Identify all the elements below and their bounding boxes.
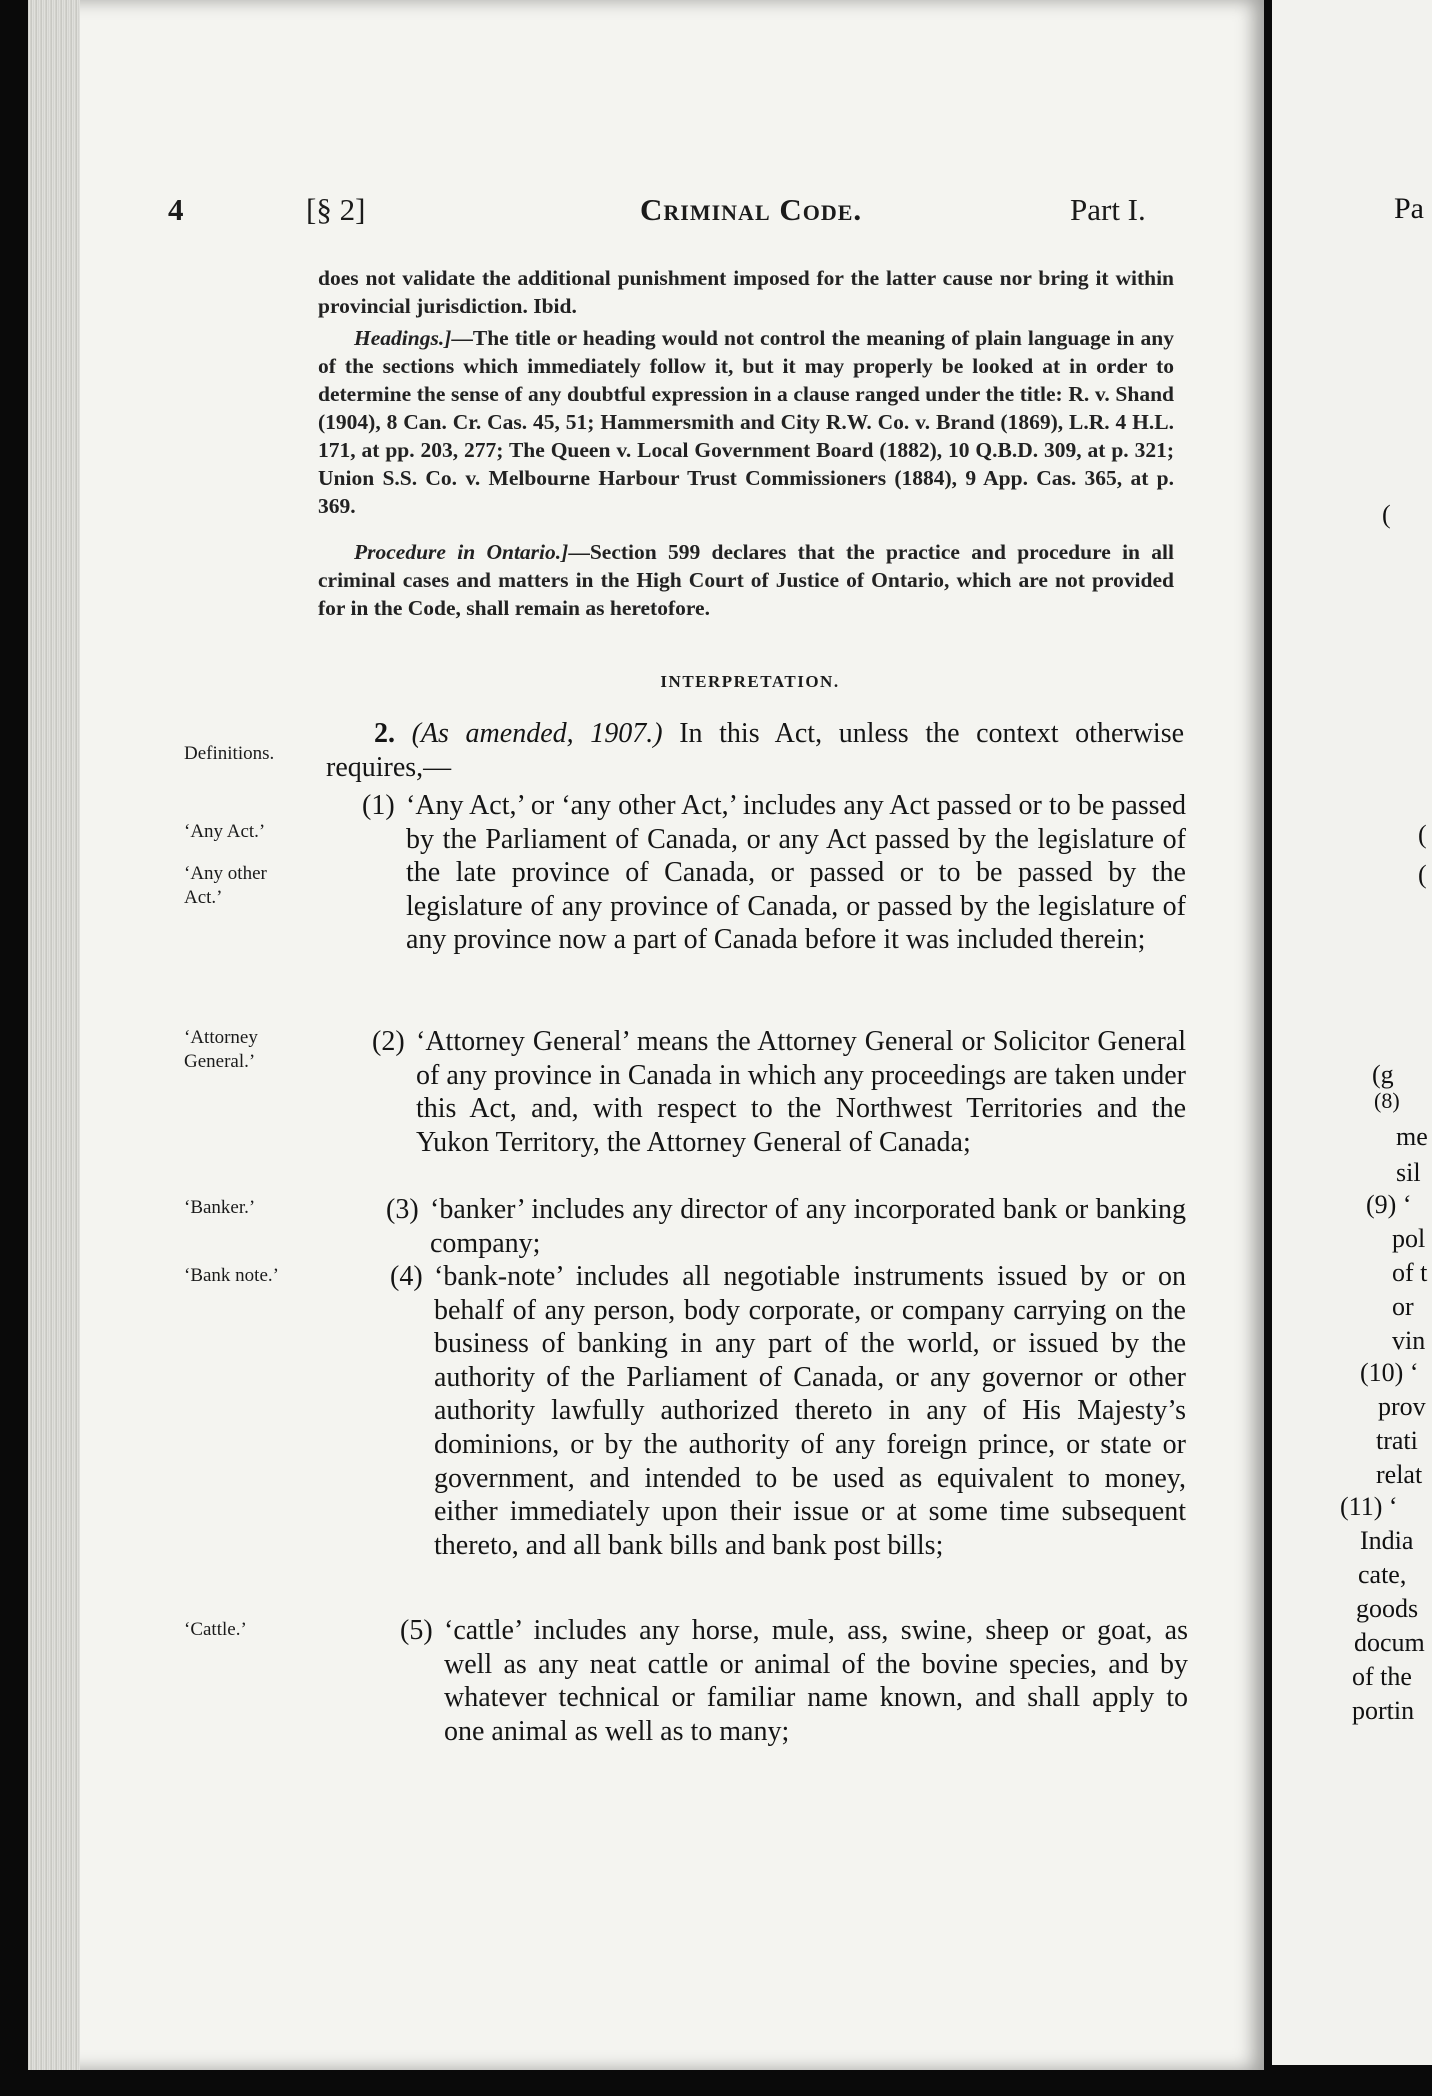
right-fragment: relat — [1376, 1460, 1423, 1489]
margin-note-attorney-1: ‘Attorney — [184, 1027, 258, 1048]
margin-note-any-act: ‘Any Act.’ — [184, 821, 266, 842]
right-page — [1272, 0, 1432, 2065]
right-fragment: (g — [1372, 1060, 1394, 1089]
right-fragment: portin — [1352, 1696, 1415, 1725]
margin-note-attorney-2: General.’ — [184, 1051, 256, 1072]
definition-item-5 — [400, 1614, 1188, 1748]
definition-item-3 — [386, 1193, 1186, 1260]
procedure-note — [318, 538, 1174, 622]
section-lead-text: In this Act, unless the context otherwise requires,— — [326, 718, 1185, 783]
right-fragment: (8) — [1374, 1088, 1400, 1113]
item-text: ‘banker’ includes any director of any incorporated bank or banking company; — [430, 1194, 1186, 1259]
right-fragment: prov — [1378, 1392, 1426, 1421]
interpretation-heading: INTERPRETATION. — [660, 672, 840, 691]
continuation-text: does not validate the additional punishment imposed for the latter cause nor bring it within provincial jurisdiction. Ibid. — [318, 266, 1174, 318]
right-fragment: docum — [1354, 1628, 1425, 1657]
margin-note-any-other-act-2: Act.’ — [184, 887, 223, 908]
right-fragment: of the — [1352, 1662, 1412, 1691]
right-fragment: goods — [1356, 1594, 1419, 1623]
right-fragment: ( — [1418, 860, 1427, 889]
definition-item-4 — [390, 1260, 1186, 1562]
headings-title: Headings.] — [354, 326, 452, 350]
right-fragment: India — [1360, 1526, 1414, 1555]
item-text: ‘Attorney General’ means the Attorney General or Solicitor General of any province in Canada in which any proceedings are taken under this Act, and, with respect to the Northwest Territories and the Yukon Territory, the Attorney General of Canada; — [416, 1026, 1186, 1158]
running-title: Criminal Code. — [640, 192, 863, 227]
item-text: ‘cattle’ includes any horse, mule, ass, swine, sheep or goat, as well as any neat cattle or animal of the bovine species, and by whatever technical or familiar name known, and shall apply to one animal as well as to many; — [444, 1615, 1188, 1747]
page-edges — [28, 0, 80, 2070]
margin-note-any-other-act-1: ‘Any other — [184, 863, 267, 884]
continuation-note — [318, 264, 1174, 320]
margin-note-banker: ‘Banker.’ — [184, 1197, 256, 1218]
margin-note-definitions: Definitions. — [184, 743, 275, 764]
right-fragment: trati — [1376, 1426, 1418, 1455]
definition-item-2 — [372, 1025, 1186, 1159]
item-number: (4) — [390, 1261, 423, 1292]
headings-text: —The title or heading would not control the meaning of plain language in any of the sections which immediately follow it, but it may properly be looked at in order to determine the sense of any doubtful expression in a clause ranged under the title: R. v. Shand (1904), 8 Can. Cr. Cas. 45, 51; Hammersmith and City R.W. Co. v. Brand (1869), L.R. 4 H.L. 171, at pp. 203, 277; The Queen v. Local Government Board (1882), 10 Q.B.D. 309, at p. 321; Union S.S. Co. v. Melbourne Harbour Trust Commissioners (1884), 9 App. Cas. 365, at p. 369. — [318, 326, 1174, 518]
item-number: (1) — [362, 790, 395, 821]
headings-note — [318, 324, 1174, 520]
item-number: (2) — [372, 1026, 405, 1057]
right-fragment: (9) ‘ — [1366, 1190, 1412, 1219]
definition-item-1 — [362, 789, 1186, 957]
item-text: ‘Any Act,’ or ‘any other Act,’ includes any Act passed or to be passed by the Parliament of Canada, or any Act passed by the legislature of the late province of Canada, or passed or to be passed by the legislature of any province of Canada, or passed by the legislature of any province now a part of Canada before it was included therein; — [406, 790, 1186, 956]
right-fragment: (11) ‘ — [1340, 1492, 1398, 1521]
section-2-lead — [326, 717, 1184, 784]
right-fragment: pol — [1392, 1224, 1426, 1253]
part-label: Part I. — [1070, 192, 1146, 227]
right-header-fragment: Pa — [1394, 192, 1424, 225]
right-fragment: ( — [1382, 500, 1391, 529]
section-amended: (As amended, 1907.) — [411, 718, 663, 749]
section-number: 2. — [374, 718, 395, 749]
right-fragment: vin — [1392, 1326, 1426, 1355]
right-fragment: ( — [1418, 820, 1427, 849]
right-fragment: sil — [1396, 1158, 1421, 1187]
margin-note-cattle: ‘Cattle.’ — [184, 1619, 247, 1640]
right-fragment: or — [1392, 1292, 1414, 1321]
procedure-text: —Section 599 declares that the practice and procedure in all criminal cases and matters in the High Court of Justice of Ontario, which are not provided for in the Code, shall remain as heretofore. — [318, 540, 1174, 620]
margin-note-bank-note: ‘Bank note.’ — [184, 1265, 279, 1286]
right-fragment: of t — [1392, 1258, 1428, 1287]
item-number: (5) — [400, 1615, 433, 1646]
right-fragment: me — [1396, 1122, 1428, 1151]
procedure-title: Procedure in Ontario.] — [354, 540, 569, 564]
item-number: (3) — [386, 1194, 419, 1225]
right-fragment: cate, — [1358, 1560, 1407, 1589]
page-number: 4 — [168, 192, 184, 227]
right-fragment: (10) ‘ — [1360, 1358, 1419, 1387]
item-text: ‘bank-note’ includes all negotiable instruments issued by or on behalf of any person, body corporate, or company carrying on the business of banking in any part of the world, or issued by the authority of the Parliament of Canada, or any governor or other authority lawfully authorized thereto in any of His Majesty’s dominions, or by the authority of any foreign prince, or state or government, and intended to be used as equivalent to money, either immediately upon their issue or at some time subsequent thereto, and all bank bills and bank post bills; — [434, 1261, 1186, 1561]
section-reference: [§ 2] — [306, 192, 366, 227]
